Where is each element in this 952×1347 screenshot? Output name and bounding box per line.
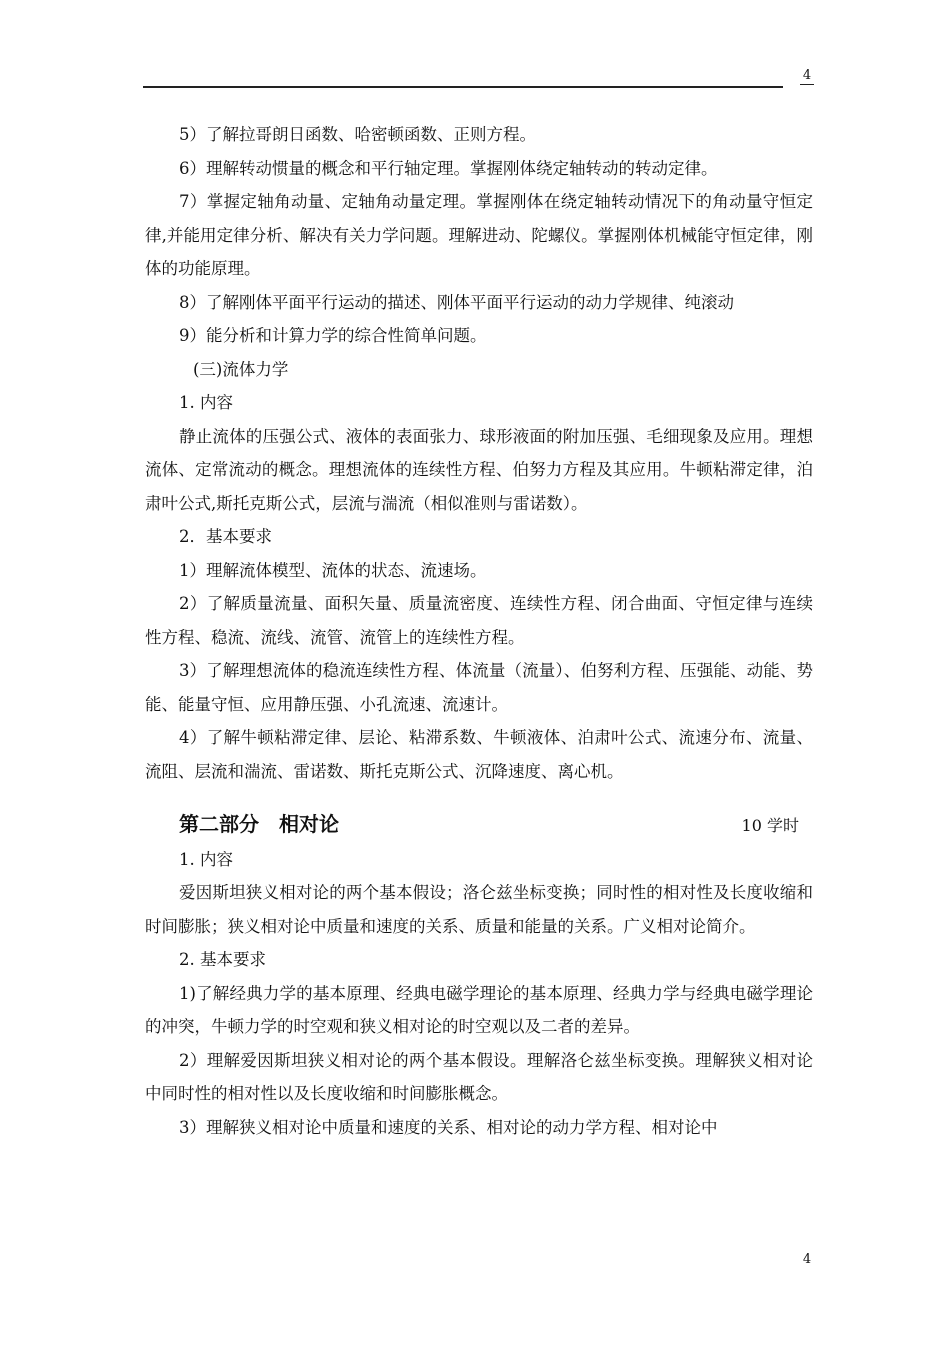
paragraph: 7）掌握定轴角动量、定轴角动量定理。掌握刚体在绕定轴转动情况下的角动量守恒定律,并能用定律分析、解决有关力学问题。理解进动、陀螺仪。掌握刚体机械能守恒定律，刚体的功能原理。 xyxy=(145,192,813,278)
paragraph: 8）了解刚体平面平行运动的描述、刚体平面平行运动的动力学规律、纯滚动 xyxy=(179,292,734,312)
header-page-number: 4 xyxy=(800,68,814,85)
paragraph: 1)了解经典力学的基本原理、经典电磁学理论的基本原理、经典力学与经典电磁学理论的冲突，牛顿力学的时空观和狭义相对论的时空观以及二者的差异。 xyxy=(145,983,813,1036)
footer-page-number: 4 xyxy=(802,1252,812,1267)
paragraph: 3）理解狭义相对论中质量和速度的关系、相对论的动力学方程、相对论中 xyxy=(179,1117,718,1137)
paragraph: 3）了解理想流体的稳流连续性方程、体流量（流量）、伯努利方程、压强能、动能、势能、能量守恒、应用静压强、小孔流速、流速计。 xyxy=(145,661,813,714)
paragraph: 1）理解流体模型、流体的状态、流速场。 xyxy=(179,560,487,580)
paragraph: 5）了解拉哥朗日函数、哈密顿函数、正则方程。 xyxy=(179,125,536,144)
paragraph: 2）理解爱因斯坦狭义相对论的两个基本假设。理解洛仑兹坐标变换。理解狭义相对论中同时性的相对性以及长度收缩和时间膨胀概念。 xyxy=(145,1050,813,1103)
part-heading xyxy=(145,808,813,843)
page-body xyxy=(145,118,813,1144)
paragraph: 6）理解转动惯量的概念和平行轴定理。掌握刚体绕定轴转动的转动定律。 xyxy=(179,158,718,178)
subheading: 2. 基本要求 xyxy=(179,950,266,969)
section-heading: (三)流体力学 xyxy=(193,359,289,379)
paragraph: 9）能分析和计算力学的综合性简单问题。 xyxy=(179,326,487,345)
header-rule xyxy=(143,86,783,88)
part-title: 第二部分 相对论 xyxy=(179,812,339,836)
paragraph: 2）了解质量流量、面积矢量、质量流密度、连续性方程、闭合曲面、守恒定律与连续性方程、稳流、流线、流管、流管上的连续性方程。 xyxy=(145,594,813,647)
paragraph: 爱因斯坦狭义相对论的两个基本假设；洛仑兹坐标变换；同时性的相对性及长度收缩和时间膨胀；狭义相对论中质量和速度的关系、质量和能量的关系。广义相对论简介。 xyxy=(145,883,813,936)
subheading: 2．基本要求 xyxy=(179,527,272,546)
paragraph: 4）了解牛顿粘滞定律、层论、粘滞系数、牛顿液体、泊肃叶公式、流速分布、流量、流阻、层流和湍流、雷诺数、斯托克斯公式、沉降速度、离心机。 xyxy=(145,728,813,781)
paragraph: 静止流体的压强公式、液体的表面张力、球形液面的附加压强、毛细现象及应用。理想流体、定常流动的概念。理想流体的连续性方程、伯努力方程及其应用。牛顿粘滞定律，泊肃叶公式,斯托克斯公式，层流与湍流（相似准则与雷诺数）。 xyxy=(145,426,813,513)
part-hours: 10 学时 xyxy=(741,816,799,835)
subheading: 1. 内容 xyxy=(179,393,233,412)
subheading: 1. 内容 xyxy=(179,849,233,869)
